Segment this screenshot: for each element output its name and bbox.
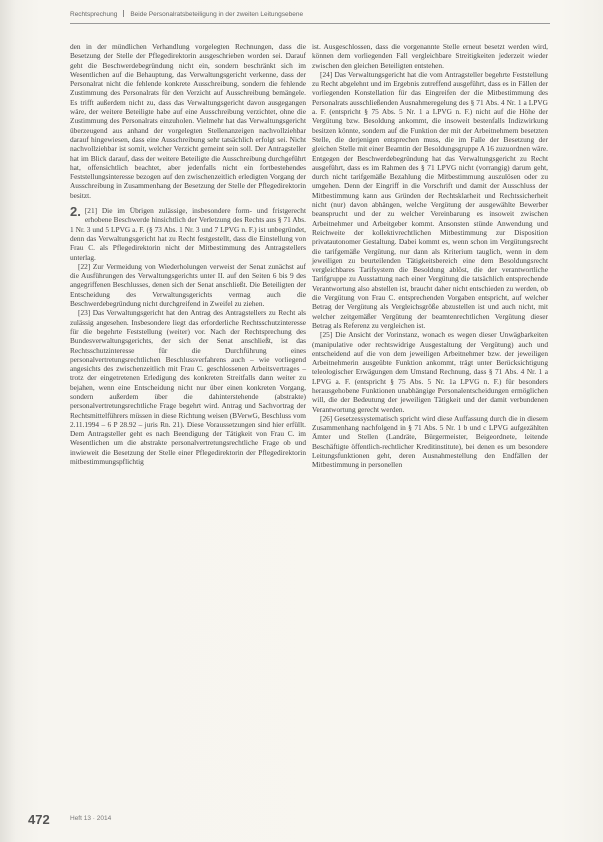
left-paragraph-2-wrapper <box>70 206 306 262</box>
left-paragraph-2: [21] Die im Übrigen zulässige, insbesondere form- und fristgerecht erhobene Beschwerde hinsichtlich der Verletzung des Rechts aus § 71 Abs. 1 Nr. 3 und 5 LPVG a. F. (§ 73 Abs. 1 Nr. 3 und 7 LPVG n. F.) ist unbegründet, denn das Verwaltungsgericht hat zu Recht festgestellt, dass die Einstellung von Frau C. als Pflegedirektorin nicht der Mitbestimmung des Antragstellers unterlag. <box>70 206 306 262</box>
running-header <box>70 8 540 22</box>
left-paragraph-4: [23] Das Verwaltungsgericht hat den Antrag des Antragstellers zu Recht als zulässig angesehen. Insbesondere liegt das erforderliche Rechtsschutzinteresse für die begehrte Feststellung (weiter) vor. Nach der Rechtsprechung des Bundesverwaltungsgerichts, der sich der Senat anschließt, ist das Rechtsschutzinteresse für die Durchführung eines personalvertretungsrechtlichen Beschlussverfahrens auch – wie vorliegend angesichts des zwischenzeitlich mit Frau C. geschlossenen Arbeitsvertrages – trotz der eingetretenen Erledigung des konkreten Streitfalls dann weiter zu bejahen, wenn eine Entscheidung nicht nur über einen konkreten Vorgang, sondern außerdem über die dahinterstehende (abstrakte) personalvertretungsrechtliche Frage begehrt wird. Antrag und Sachvortrag der Rechtsmittelführers müssen in diese Richtung weisen (BVerwG, Beschluss vom 2.11.1994 – 6 P 28.92 – juris Rn. 21). Diese Voraussetzungen sind hier erfüllt. Dem Antragsteller geht es nach Beendigung der Tätigkeit von Frau C. im Wesentlichen um die abstrakte personalvertretungsrechtliche Frage ob und inwieweit die Besetzung der Stelle einer Pflegedirektorin der Pflegedirektorin mitbestimmungspflichtig <box>70 308 306 467</box>
right-column <box>312 42 548 470</box>
right-paragraph-4: [26] Gesetzessystematisch spricht wird diese Auffassung durch die in diesem Zusammenhang nachfolgend in § 71 Abs. 5 Nr. 1 b und c LPVG aufgezählten Ämter und Stellen (Landräte, Bürgermeister, Beigeordnete, leitende Beschäftigte öffentlich-rechtlicher Kreditinstitute), bei denen es um besondere Leitungsfunktionen geht, deren Ausnahmestellung den Endfällen der Mitbestimmung in personellen <box>312 413 548 470</box>
page-footer <box>28 812 568 832</box>
right-paragraph-1: ist. Ausgeschlossen, dass die vorgenannte Stelle erneut besetzt werden wird, können dem vorliegenden Fall vergleichbare Streitigkeiten jederzeit wieder zwischen den gleichen Beteiligten entstehen. <box>312 42 548 70</box>
header-rule <box>70 23 550 24</box>
header-topic: Beide Personalratsbeteiligung in der zweiten Leitungsebene <box>130 11 304 18</box>
left-column <box>70 42 306 466</box>
header-section: Rechtsprechung <box>70 11 118 18</box>
right-paragraph-3: [25] Die Ansicht der Vorinstanz, wonach es wegen dieser Unwägbarkeiten (manipulative oder rechtswidrige Ausgestaltung der Vergütung) auch und entscheidend auf die von dem jeweiligen Arbeitnehmer bzw. der jeweiligen Arbeitnehmerin ausgeübte Funktion ankommt, trägt unter Berücksichtigung teleologischer Erwägungen dem Umstand Rechnung, dass § 71 Abs. 4 Nr. 1 a LPVG a. F. (entspricht § 75 Abs. 5 Nr. 1a LPVG n. F.) für besonders herausgehobene Funktionen unabhängige Personalentscheidungen ermöglichen will, die der Bedeutung der jeweiligen Tätigkeit und der damit verbundenen Verantwortung gerecht werden. <box>312 330 548 414</box>
section-number: 2. <box>70 204 81 220</box>
page-number: 472 <box>28 812 50 827</box>
right-paragraph-2: [24] Das Verwaltungsgericht hat die vom Antragsteller begehrte Feststellung zu Recht abgelehnt und im Ergebnis zutreffend ausgeführt, dass es in Fällen der vorliegenden Konstellation für das Eingreifen der die Mitbestimmung des Personalrats ausschließenden Ausnahmeregelung des § 71 Abs. 4 Nr. 1 a LPVG a. F. (entspricht § 75 Abs. 5 Nr. 1 a LPVG n. F.) nicht auf die Höhe der Vergütung bzw. Besoldung ankommt, die insoweit bestenfalls Indizwirkung besitzen könnte, sondern auf die Funktion der mit der Arbeitnehmern besetzten Stelle, die derjenigen entsprechen muss, die im Falle der Besetzung der gleichen Stelle mit einer Beamtin der Besoldungsgruppe A 16 zuzuordnen wäre. Entgegen der Beschwerdebegründung hat das Verwaltungsgericht zu Recht ausgeführt, dass es im Rahmen des § 71 LPVG nicht (vorrangig) darum geht, durch nicht tarifgemäße Bezahlung die Mitbestimmung auszulösen oder zu umgehen. Denn der Eingriff in die Vorschrift und damit der Ausschluss der Mitbestimmung kann aus Gründen der Rechtsklarheit und Rechtssicherheit nicht (nur) davon abhängen, welche Vergütung der ausgewählte Bewerber beansprucht und der zu welcher Vereinbarung es insoweit zwischen Arbeitnehmer und Arbeitgeber kommt. Ansonsten stünde Anwendung und Reichweite der kollektivrechtlichen Mitbestimmung zur Disposition privatautonomer Gestaltung. Dabei kommt es, wenn schon im Vergütungsrecht die tarifgemäße Vergütung, nur dann als Kriterium tauglich, wenn in dem jeweiligen zu beurteilenden Tätigkeitsbereich eine dem Besoldungsrecht vergleichbares Tarifsystem die Besoldung ablöst, die der verantwortliche Tarifgruppe zu Ausstattung nach einer Vergütung die tatsächlich entsprechende Verantwortung also abstellen ist, braucht daher nicht entschieden zu werden, ob die Vergütung von Frau C. entsprechenden Vorgaben entspricht, auf welcher Betrag der Vergütung als Vergleichsgröße abzustellen ist und auch nicht, mit welcher zeitgemäßer Vergütung der beamtenrechtlichen Vergütung dieser Betrag als Referenz zu vergleichen ist. <box>312 69 548 330</box>
page-binding-shadow <box>0 0 16 842</box>
header-separator <box>123 10 124 17</box>
left-paragraph-3: [22] Zur Vermeidung von Wiederholungen verweist der Senat zunächst auf die Ausführungen des Verwaltungsgerichts unter II. auf den Seiten 6 bis 9 des angegriffenen Beschlusses, denen sich der Senat anschließt. Die Beteiligten der Entscheidung des Verwaltungsgerichts vermag auch die Beschwerdebegründung nicht durchgreifend in Zweifel zu ziehen. <box>70 261 306 309</box>
issue-label: Heft 13 · 2014 <box>70 815 112 822</box>
left-paragraph-1: den in der mündlichen Verhandlung vorgelegten Rechnungen, dass die Besetzung der Stelle der Pflegedirektorin ausgeschrieben worden sei. Darauf geht die Beschwerdebegründung nicht ein, sondern beschränkt sich im Wesentlichen auf die Behauptung, das Verwaltungsgericht verkenne, dass der Personalrat nicht die fehlende konkrete Ausschreibung, sondern die fehlende Zustimmung des Personalrats für den Verzicht auf Ausschreibung bemängele. Es trifft außerdem nicht zu, dass das Verwaltungsgericht davon ausgegangen wäre, der weitere Beteiligte habe auf eine Ausschreibung verzichtet, ohne die Zustimmung des Personalrats einzuholen. Vielmehr hat das Verwaltungsgericht überzeugend aus anhand der vorgelegten Stellenanzeigen nachvollziehbar darauf hingewiesen, dass eine Ausschreibung sehr tatsächlich erfolgt sei. Nicht nachvollziehbar ist somit, welcher Verzicht gemeint sein soll. Der Antragsteller hat im Blick darauf, dass der weitere Beteiligte die Ausschreibung durchgeführt hat, offensichtlich beachtet, aber jedenfalls nicht ein fortbestehendes Feststellungsinteresse bezogen auf den zwischenzeitlich erledigten Vorgang der Ausschreibung in Zusammenhang der Besetzung der Stelle der Pflegedirektorin besitzt. <box>70 42 306 200</box>
